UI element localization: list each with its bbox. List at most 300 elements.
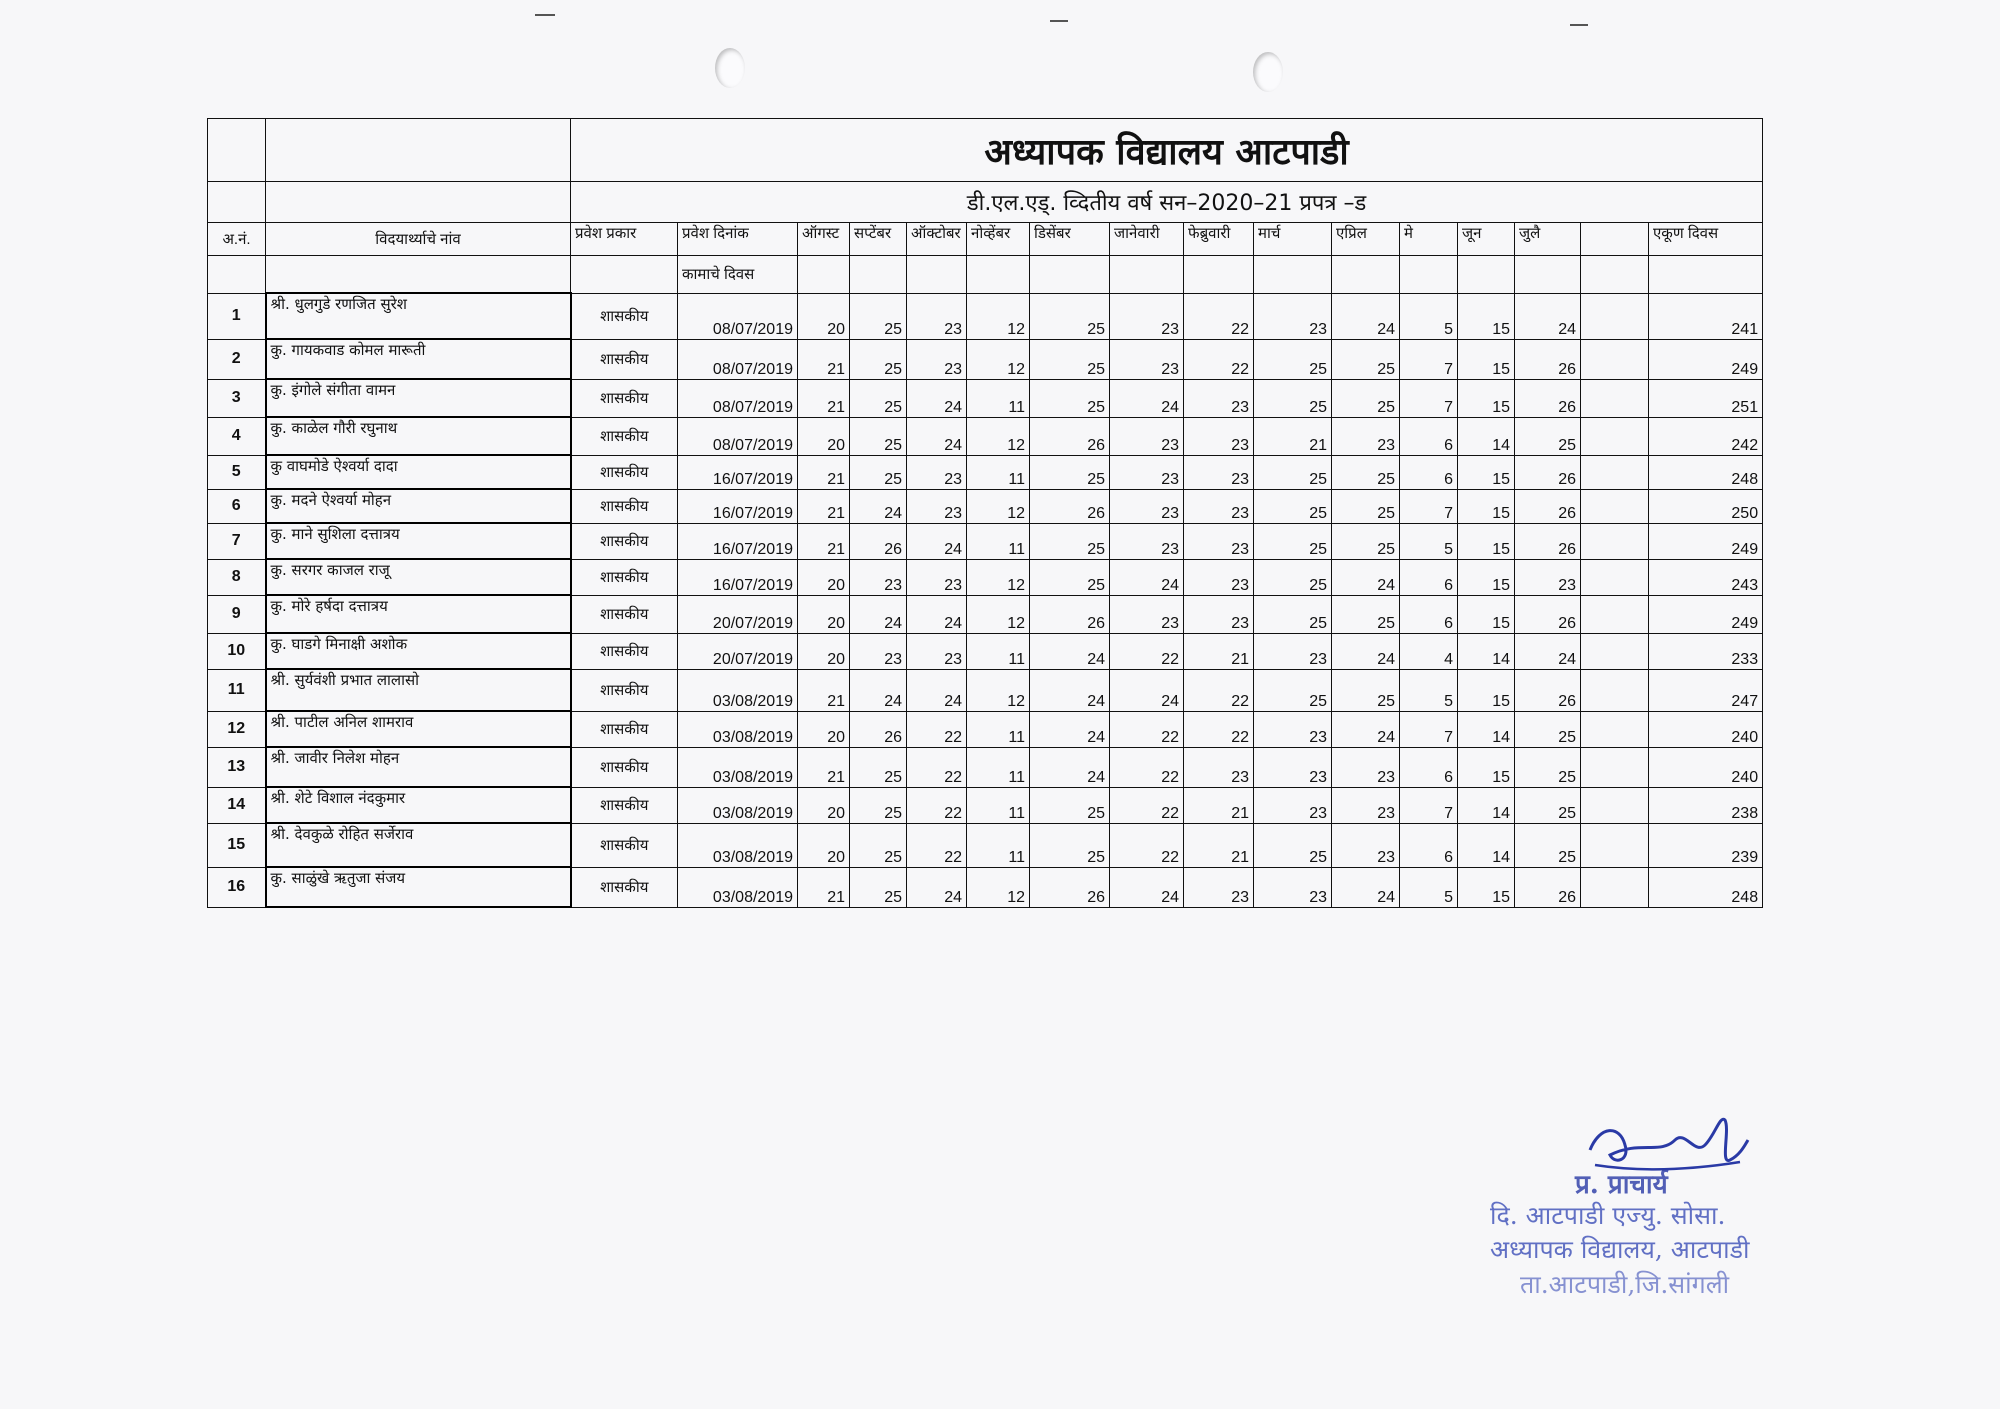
monthly-days: 5 [1400,523,1458,559]
table-row [208,523,1763,559]
monthly-days: 21 [1184,787,1254,823]
admission-type: शासकीय [571,455,678,489]
monthly-days: 23 [1110,339,1184,379]
admission-date: 08/07/2019 [678,293,798,339]
monthly-days: 25 [1254,669,1332,711]
student-name: श्री. जावीर निलेश मोहन [266,747,571,787]
monthly-days: 23 [1184,595,1254,633]
admission-date: 16/07/2019 [678,523,798,559]
blank-cell [1581,523,1649,559]
header-month: मार्च [1254,223,1332,256]
monthly-days: 25 [850,867,907,907]
monthly-days: 25 [1030,379,1110,417]
total-days: 247 [1649,669,1763,711]
total-days: 249 [1649,339,1763,379]
blank-cell [1581,711,1649,747]
blank-cell [1581,256,1649,294]
monthly-days: 25 [1030,293,1110,339]
blank-cell [1110,256,1184,294]
total-days: 233 [1649,633,1763,669]
monthly-days: 24 [1110,379,1184,417]
serial-number: 3 [208,379,266,417]
monthly-days: 25 [850,455,907,489]
monthly-days: 23 [1184,455,1254,489]
total-days: 250 [1649,489,1763,523]
header-month: नोव्हेंबर [967,223,1030,256]
monthly-days: 11 [967,455,1030,489]
monthly-days: 23 [1110,455,1184,489]
monthly-days: 15 [1458,867,1515,907]
monthly-days: 25 [1332,595,1400,633]
monthly-days: 21 [1184,633,1254,669]
monthly-days: 15 [1458,379,1515,417]
blank-cell [1030,256,1110,294]
monthly-days: 14 [1458,633,1515,669]
monthly-days: 25 [1254,823,1332,867]
monthly-days: 23 [850,633,907,669]
header-month: फेब्रुवारी [1184,223,1254,256]
serial-number: 8 [208,559,266,595]
monthly-days: 20 [798,559,850,595]
monthly-days: 22 [907,747,967,787]
monthly-days: 23 [1184,867,1254,907]
monthly-days: 21 [798,455,850,489]
monthly-days: 24 [1332,711,1400,747]
monthly-days: 25 [1332,455,1400,489]
monthly-days: 22 [907,823,967,867]
monthly-days: 24 [907,417,967,455]
monthly-days: 26 [1030,595,1110,633]
header-month: जुलै [1515,223,1581,256]
serial-number: 2 [208,339,266,379]
blank-cell [266,119,571,182]
blank-cell [1581,595,1649,633]
admission-type: शासकीय [571,747,678,787]
monthly-days: 24 [850,595,907,633]
monthly-days: 20 [798,711,850,747]
monthly-days: 23 [1254,747,1332,787]
student-name: श्री. सुर्यवंशी प्रभात लालासो [266,669,571,711]
total-days: 248 [1649,455,1763,489]
student-name: कु. इंगोले संगीता वामन [266,379,571,417]
monthly-days: 23 [1254,711,1332,747]
monthly-days: 24 [1332,293,1400,339]
monthly-days: 25 [1332,339,1400,379]
table-row [208,339,1763,379]
monthly-days: 6 [1400,595,1458,633]
serial-number: 12 [208,711,266,747]
monthly-days: 11 [967,379,1030,417]
monthly-days: 24 [850,669,907,711]
total-days: 238 [1649,787,1763,823]
monthly-days: 25 [1332,669,1400,711]
monthly-days: 23 [1254,293,1332,339]
student-name: कु. माने सुशिला दत्तात्रय [266,523,571,559]
monthly-days: 24 [907,523,967,559]
monthly-days: 6 [1400,747,1458,787]
monthly-days: 21 [798,339,850,379]
principal-stamp [1490,1110,1850,1310]
total-days: 251 [1649,379,1763,417]
monthly-days: 15 [1458,293,1515,339]
serial-number: 15 [208,823,266,867]
admission-type: शासकीय [571,293,678,339]
blank-cell [571,256,678,294]
monthly-days: 12 [967,595,1030,633]
monthly-days: 24 [1110,559,1184,595]
blank-cell [1254,256,1332,294]
admission-type: शासकीय [571,711,678,747]
monthly-days: 20 [798,633,850,669]
table-row [208,787,1763,823]
serial-number: 16 [208,867,266,907]
monthly-days: 23 [1110,293,1184,339]
header-working-days: कामाचे दिवस [678,256,798,294]
header-month: ऑक्टोबर [907,223,967,256]
admission-date: 08/07/2019 [678,417,798,455]
serial-number: 11 [208,669,266,711]
monthly-days: 7 [1400,489,1458,523]
admission-type: शासकीय [571,669,678,711]
subtitle-row [208,182,1763,223]
admission-type: शासकीय [571,559,678,595]
monthly-days: 7 [1400,711,1458,747]
total-days: 240 [1649,711,1763,747]
monthly-days: 15 [1458,489,1515,523]
blank-cell [208,182,266,223]
header-month: सप्टेंबर [850,223,907,256]
monthly-days: 20 [798,823,850,867]
serial-number: 13 [208,747,266,787]
monthly-days: 26 [1515,379,1581,417]
student-name: कु. घाडगे मिनाक्षी अशोक [266,633,571,669]
monthly-days: 23 [1184,379,1254,417]
admission-date: 16/07/2019 [678,455,798,489]
admission-date: 08/07/2019 [678,339,798,379]
scan-mark [1570,24,1588,26]
header-row-2 [208,256,1763,294]
blank-cell [1581,223,1649,256]
total-days: 242 [1649,417,1763,455]
header-month: जून [1458,223,1515,256]
header-month: डिसेंबर [1030,223,1110,256]
monthly-days: 21 [798,523,850,559]
monthly-days: 25 [1515,417,1581,455]
monthly-days: 23 [850,559,907,595]
monthly-days: 24 [850,489,907,523]
monthly-days: 26 [1515,595,1581,633]
student-name: कु. मदने ऐश्वर्या मोहन [266,489,571,523]
table-row [208,293,1763,339]
blank-cell [1581,669,1649,711]
monthly-days: 25 [1030,823,1110,867]
monthly-days: 25 [850,417,907,455]
student-name: कु. मोरे हर्षदा दत्तात्रय [266,595,571,633]
monthly-days: 24 [1110,867,1184,907]
title-row [208,119,1763,182]
scan-mark [535,14,555,16]
monthly-days: 22 [1184,669,1254,711]
monthly-days: 22 [907,787,967,823]
blank-cell [1184,256,1254,294]
punch-hole [1253,52,1283,92]
monthly-days: 25 [1332,489,1400,523]
admission-type: शासकीय [571,787,678,823]
total-days: 248 [1649,867,1763,907]
total-days: 243 [1649,559,1763,595]
admission-type: शासकीय [571,633,678,669]
admission-date: 16/07/2019 [678,489,798,523]
admission-type: शासकीय [571,823,678,867]
table-row [208,455,1763,489]
blank-cell [1581,417,1649,455]
admission-date: 03/08/2019 [678,867,798,907]
monthly-days: 25 [850,339,907,379]
admission-type: शासकीय [571,867,678,907]
monthly-days: 11 [967,787,1030,823]
monthly-days: 12 [967,417,1030,455]
monthly-days: 25 [850,747,907,787]
total-days: 249 [1649,523,1763,559]
monthly-days: 25 [1254,559,1332,595]
header-type: प्रवेश प्रकार [571,223,678,256]
header-month: एप्रिल [1332,223,1400,256]
monthly-days: 5 [1400,669,1458,711]
admission-date: 16/07/2019 [678,559,798,595]
admission-date: 03/08/2019 [678,747,798,787]
total-days: 239 [1649,823,1763,867]
table-row [208,823,1763,867]
blank-cell [1581,787,1649,823]
admission-type: शासकीय [571,339,678,379]
blank-cell [1458,256,1515,294]
serial-number: 6 [208,489,266,523]
blank-cell [208,119,266,182]
serial-number: 7 [208,523,266,559]
monthly-days: 25 [1254,339,1332,379]
total-days: 240 [1649,747,1763,787]
monthly-days: 20 [798,293,850,339]
monthly-days: 26 [850,711,907,747]
monthly-days: 15 [1458,455,1515,489]
table-row [208,559,1763,595]
monthly-days: 23 [907,489,967,523]
table-row [208,379,1763,417]
monthly-days: 24 [907,669,967,711]
monthly-days: 25 [850,293,907,339]
monthly-days: 25 [1515,787,1581,823]
monthly-days: 22 [907,711,967,747]
monthly-days: 25 [1254,523,1332,559]
monthly-days: 23 [1254,787,1332,823]
blank-cell [1581,379,1649,417]
admission-date: 08/07/2019 [678,379,798,417]
admission-date: 03/08/2019 [678,823,798,867]
monthly-days: 15 [1458,559,1515,595]
monthly-days: 23 [1184,489,1254,523]
blank-cell [1581,633,1649,669]
monthly-days: 6 [1400,455,1458,489]
monthly-days: 23 [1184,523,1254,559]
monthly-days: 24 [1030,711,1110,747]
monthly-days: 21 [1254,417,1332,455]
monthly-days: 25 [1254,455,1332,489]
page-title: अध्यापक विद्यालय आटपाडी [571,119,1763,182]
table-row [208,489,1763,523]
monthly-days: 23 [1332,747,1400,787]
monthly-days: 26 [1515,489,1581,523]
monthly-days: 24 [1110,669,1184,711]
monthly-days: 25 [1515,711,1581,747]
monthly-days: 22 [1184,711,1254,747]
monthly-days: 14 [1458,417,1515,455]
monthly-days: 26 [850,523,907,559]
monthly-days: 23 [1110,523,1184,559]
monthly-days: 22 [1110,787,1184,823]
serial-number: 14 [208,787,266,823]
monthly-days: 23 [1254,633,1332,669]
monthly-days: 11 [967,747,1030,787]
monthly-days: 6 [1400,559,1458,595]
header-month: ऑगस्ट [798,223,850,256]
admission-type: शासकीय [571,379,678,417]
monthly-days: 23 [1332,787,1400,823]
table-row [208,633,1763,669]
monthly-days: 22 [1184,293,1254,339]
monthly-days: 24 [1515,633,1581,669]
monthly-days: 23 [1515,559,1581,595]
monthly-days: 11 [967,523,1030,559]
monthly-days: 26 [1515,669,1581,711]
blank-cell [266,182,571,223]
admission-type: शासकीय [571,523,678,559]
monthly-days: 22 [1110,747,1184,787]
blank-cell [1581,559,1649,595]
header-name: विदयार्थ्याचे नांव [266,223,571,256]
monthly-days: 26 [1030,867,1110,907]
admission-date: 03/08/2019 [678,711,798,747]
monthly-days: 23 [1110,595,1184,633]
header-date: प्रवेश दिनांक [678,223,798,256]
monthly-days: 14 [1458,823,1515,867]
monthly-days: 25 [850,379,907,417]
monthly-days: 7 [1400,787,1458,823]
student-name: कु. सरगर काजल राजू [266,559,571,595]
blank-cell [1581,823,1649,867]
blank-cell [1649,256,1763,294]
monthly-days: 23 [907,633,967,669]
monthly-days: 25 [1030,523,1110,559]
serial-number: 1 [208,293,266,339]
table-row [208,867,1763,907]
monthly-days: 26 [1515,339,1581,379]
student-name: कु वाघमोडे ऐश्वर्या दादा [266,455,571,489]
monthly-days: 26 [1515,523,1581,559]
table-row [208,669,1763,711]
blank-cell [1581,455,1649,489]
monthly-days: 15 [1458,595,1515,633]
serial-number: 9 [208,595,266,633]
admission-type: शासकीय [571,417,678,455]
stamp-line-1: दि. आटपाडी एज्यु. सोसा. [1490,1201,1726,1230]
monthly-days: 7 [1400,339,1458,379]
monthly-days: 20 [798,595,850,633]
monthly-days: 24 [907,379,967,417]
blank-cell [1515,256,1581,294]
stamp-line-2: अध्यापक विद्यालय, आटपाडी [1490,1235,1750,1264]
monthly-days: 7 [1400,379,1458,417]
monthly-days: 24 [1030,747,1110,787]
stamp-line-3: ता.आटपाडी,जि.सांगली [1520,1270,1730,1299]
monthly-days: 21 [798,489,850,523]
header-month: मे [1400,223,1458,256]
blank-cell [1581,747,1649,787]
blank-cell [798,256,850,294]
monthly-days: 25 [1030,455,1110,489]
admission-type: शासकीय [571,595,678,633]
monthly-days: 23 [1184,559,1254,595]
serial-number: 4 [208,417,266,455]
table-row [208,711,1763,747]
monthly-days: 22 [1110,711,1184,747]
attendance-table [207,118,1763,908]
monthly-days: 21 [798,867,850,907]
admission-date: 03/08/2019 [678,669,798,711]
blank-cell [907,256,967,294]
monthly-days: 25 [1254,595,1332,633]
total-days: 241 [1649,293,1763,339]
monthly-days: 26 [1030,417,1110,455]
monthly-days: 23 [1110,417,1184,455]
monthly-days: 22 [1110,633,1184,669]
monthly-days: 5 [1400,293,1458,339]
monthly-days: 24 [907,595,967,633]
monthly-days: 25 [1332,379,1400,417]
monthly-days: 23 [1254,867,1332,907]
blank-cell [266,256,571,294]
attendance-sheet [207,118,1762,936]
header-month: जानेवारी [1110,223,1184,256]
student-name: श्री. देवकुळे रोहित सर्जेराव [266,823,571,867]
stamp-designation: प्र. प्राचार्य [1575,1170,1668,1200]
monthly-days: 26 [1030,489,1110,523]
monthly-days: 23 [907,455,967,489]
monthly-days: 26 [1515,867,1581,907]
blank-cell [1581,339,1649,379]
monthly-days: 25 [850,823,907,867]
monthly-days: 12 [967,867,1030,907]
monthly-days: 5 [1400,867,1458,907]
header-row [208,223,1763,256]
monthly-days: 25 [850,787,907,823]
monthly-days: 21 [1184,823,1254,867]
student-name: श्री. धुलगुडे रणजित सुरेश [266,293,571,339]
monthly-days: 25 [1515,747,1581,787]
admission-date: 20/07/2019 [678,633,798,669]
monthly-days: 25 [1254,379,1332,417]
blank-cell [1581,489,1649,523]
monthly-days: 22 [1184,339,1254,379]
blank-cell [850,256,907,294]
monthly-days: 12 [967,669,1030,711]
monthly-days: 12 [967,559,1030,595]
blank-cell [1581,293,1649,339]
monthly-days: 23 [907,339,967,379]
monthly-days: 23 [1184,417,1254,455]
monthly-days: 20 [798,787,850,823]
monthly-days: 24 [1332,633,1400,669]
blank-cell [208,256,266,294]
